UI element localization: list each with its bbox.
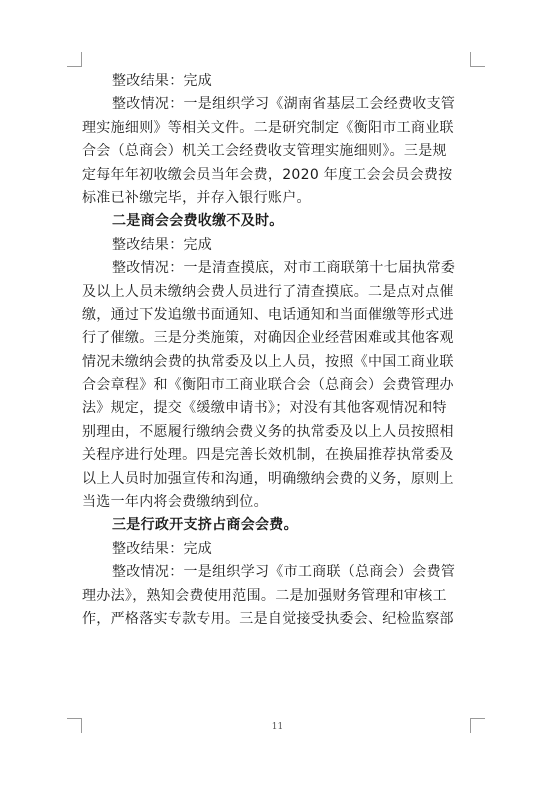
text-line: 及以上人员未缴纳会费人员进行了清查摸底。二是点对点催: [82, 283, 454, 300]
text-line: 情况未缴纳会费的执常委及以上人员，按照《中国工商业联: [82, 353, 454, 370]
section-heading: 三是行政开支挤占商会会费。: [112, 517, 298, 534]
text-line: 合会（总商会）机关工会经费收支管理实施细则》。三是规: [82, 143, 447, 160]
text-line: 标准已补缴完毕，并存入银行账户。: [82, 189, 311, 206]
text-line: 理办法》，熟知会费使用范围。二是加强财务管理和审核工: [82, 587, 447, 604]
text-line: 行了催缴。三是分类施策，对确因企业经营困难或其他客观: [82, 330, 454, 347]
text-line: 整改情况：一是清查摸底，对市工商联第十七届执常委: [112, 260, 456, 277]
text-line: 定每年年初收缴会员当年会费，2020 年度工会会员会费按: [82, 166, 453, 183]
text-line: 关程序进行处理。四是完善长效机制，在换届推荐执常委及: [82, 447, 454, 464]
text-line: 整改情况：一是组织学习《湖南省基层工会经费收支管: [112, 96, 456, 113]
text-line: 整改结果：完成: [112, 236, 213, 253]
crop-mark-top-left: [67, 52, 82, 67]
text-line: 整改情况：一是组织学习《市工商联（总商会）会费管: [112, 564, 456, 581]
text-line: 整改结果：完成: [112, 73, 213, 89]
text-line: 别理由，不愿履行缴纳会费义务的执常委及以上人员按照相: [82, 423, 454, 440]
text-line: 作，严格落实专款专用。三是自觉接受执委会、纪检监察部: [82, 610, 454, 627]
text-line: 法》规定，提交《缓缴申请书》；对没有其他客观情况和特: [82, 400, 447, 417]
crop-mark-top-right: [470, 52, 485, 67]
text-line: 以上人员时加强宣传和沟通，明确缴纳会费的义务，原则上: [82, 470, 454, 487]
section-heading: 二是商会会费收缴不及时。: [112, 213, 284, 230]
text-line: 理实施细则》等相关文件。二是研究制定《衡阳市工商业联: [82, 119, 454, 136]
page-number: 11: [271, 722, 284, 732]
text-line: 整改结果：完成: [112, 540, 213, 557]
text-line: 缴，通过下发追缴书面通知、电话通知和当面催缴等形式进: [82, 306, 454, 323]
text-line: 当选一年内将会费缴纳到位。: [82, 494, 268, 511]
text-line: 合会章程》和《衡阳市工商业联合会（总商会）会费管理办: [82, 377, 454, 394]
document-body: [82, 70, 472, 631]
